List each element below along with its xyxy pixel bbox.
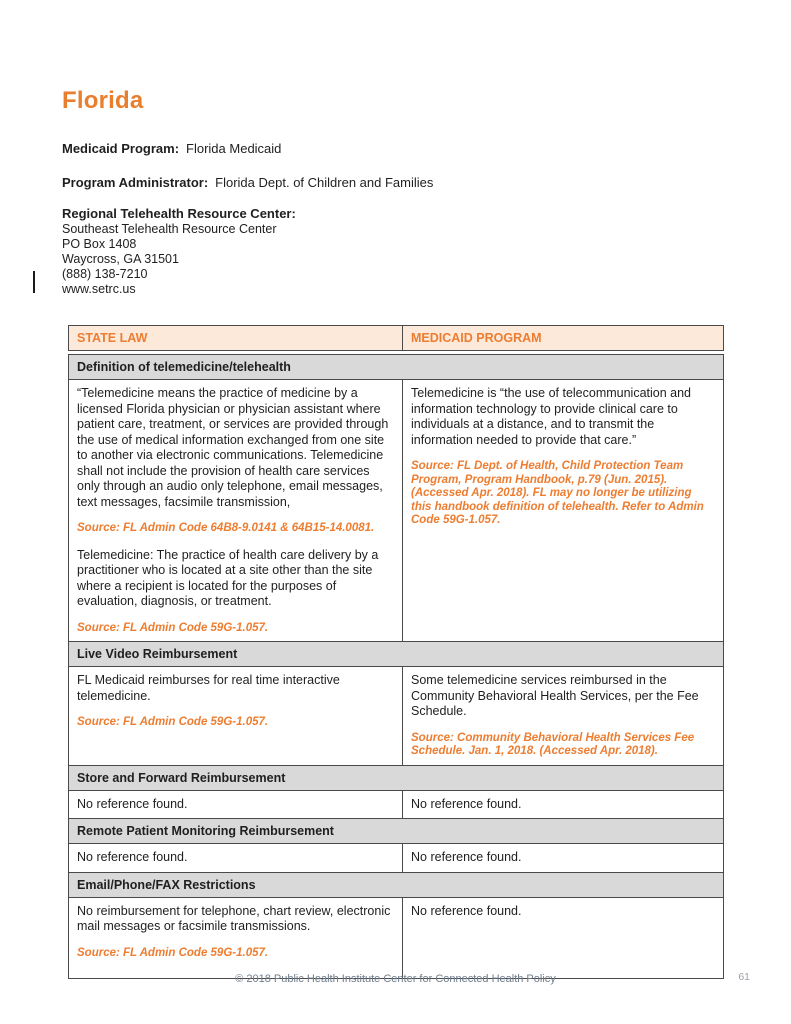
resource-center-label: Regional Telehealth Resource Center: [62, 206, 296, 221]
medicaid-program-field [62, 141, 724, 157]
footer-copyright: © 2018 Public Health Institute Center for Connected Health Policy [235, 973, 556, 985]
medicaid-program-label: Medicaid Program: [62, 141, 180, 156]
table-cell-medicaid-program [403, 791, 723, 819]
table-cell-medicaid-program [403, 380, 723, 641]
resource-center-city: Waycross, GA 31501 [62, 252, 179, 266]
source-citation: Source: FL Admin Code 59G-1.057. [77, 716, 269, 728]
table-column-header-row [68, 325, 724, 351]
resource-center-phone: (888) 138-7210 [62, 267, 148, 281]
cell-paragraph: Some telemedicine services reimbursed in the Community Behavioral Health Services, per the Fee Schedule. [411, 673, 699, 718]
page-title: Florida [62, 87, 144, 114]
cell-paragraph: No reference found. [411, 903, 522, 918]
table-row [69, 898, 723, 978]
column-header-state-law: STATE LAW [69, 326, 403, 350]
policy-table [68, 325, 724, 979]
table-cell-state-law [69, 380, 403, 641]
table-cell-medicaid-program [403, 898, 723, 978]
table-row [69, 667, 723, 766]
cell-paragraph: “Telemedicine means the practice of medicine by a licensed Florida physician or physician assistant where patient care, treatment, or services are provided through the use of medical information exchanged from one site to another via electronic communications. Telemedicine shall not include the provision of health care services only through an audio only telephone, email messages, text messages, facsimile transmission, [77, 386, 389, 509]
table-row [69, 791, 723, 820]
source-citation: Source: FL Admin Code 59G-1.057. [77, 621, 269, 634]
table-cell-medicaid-program [403, 667, 723, 765]
cell-paragraph: No reference found. [411, 796, 522, 811]
table-cell-state-law [69, 791, 403, 819]
section-title-definition: Definition of telemedicine/telehealth [69, 355, 723, 380]
page-number: 61 [738, 971, 750, 983]
table-cell-medicaid-program [403, 844, 723, 872]
column-header-medicaid-program: MEDICAID PROGRAM [411, 331, 542, 345]
cell-paragraph: No reference found. [77, 850, 188, 864]
cell-paragraph: FL Medicaid reimburses for real time interactive telemedicine. [77, 673, 340, 703]
section-title-store-forward: Store and Forward Reimbursement [69, 766, 723, 791]
source-citation: Source: Community Behavioral Health Services Fee Schedule. Jan. 1, 2018. (Accessed Apr. 2018). [411, 731, 695, 757]
table-body [68, 354, 724, 979]
source-citation: Source: FL Dept. of Health, Child Protection Team Program, Program Handbook, p.79 (Jun. 2015). (Accessed Apr. 2018). FL may no longer be utilizing this handbook definition of telehealth. Refer to Admin Code 59G-1.057. [411, 460, 704, 526]
table-cell-state-law [69, 667, 403, 765]
source-citation: Source: FL Admin Code 64B8-9.0141 & 64B15-14.0081. [77, 522, 375, 534]
resource-center-name: Southeast Telehealth Resource Center [62, 222, 277, 236]
source-citation: Source: FL Admin Code 59G-1.057. [77, 946, 269, 959]
medicaid-program-value: Florida Medicaid [186, 141, 282, 156]
cell-paragraph: No reference found. [411, 850, 522, 864]
table-row [69, 380, 723, 642]
table-row [69, 844, 723, 873]
cell-paragraph: Telemedicine: The practice of health care delivery by a practitioner who is located at a site other than the site where a recipient is located for the purposes of evaluation, diagnosis, or treatment. [77, 547, 379, 608]
program-administrator-value: Florida Dept. of Children and Families [215, 175, 434, 190]
cell-paragraph: No reference found. [77, 796, 188, 811]
resource-center-website: www.setrc.us [62, 282, 136, 296]
section-title-email-phone-fax: Email/Phone/FAX Restrictions [69, 873, 723, 898]
section-title-live-video: Live Video Reimbursement [69, 642, 723, 667]
section-title-remote-patient-monitoring: Remote Patient Monitoring Reimbursement [69, 819, 723, 844]
program-administrator-label: Program Administrator: [62, 175, 209, 190]
program-administrator-field [62, 175, 724, 191]
cell-paragraph: Telemedicine is “the use of telecommunication and information technology to provide clinical care to individuals at a distance, and to transmit the information needed to provide that care.” [411, 386, 692, 447]
table-cell-state-law [69, 844, 403, 872]
table-cell-state-law [69, 898, 403, 978]
resource-center-block [62, 206, 724, 297]
cell-paragraph: No reimbursement for telephone, chart review, electronic mail messages or facsimile transmissions. [77, 903, 391, 933]
resource-center-po-box: PO Box 1408 [62, 237, 137, 251]
